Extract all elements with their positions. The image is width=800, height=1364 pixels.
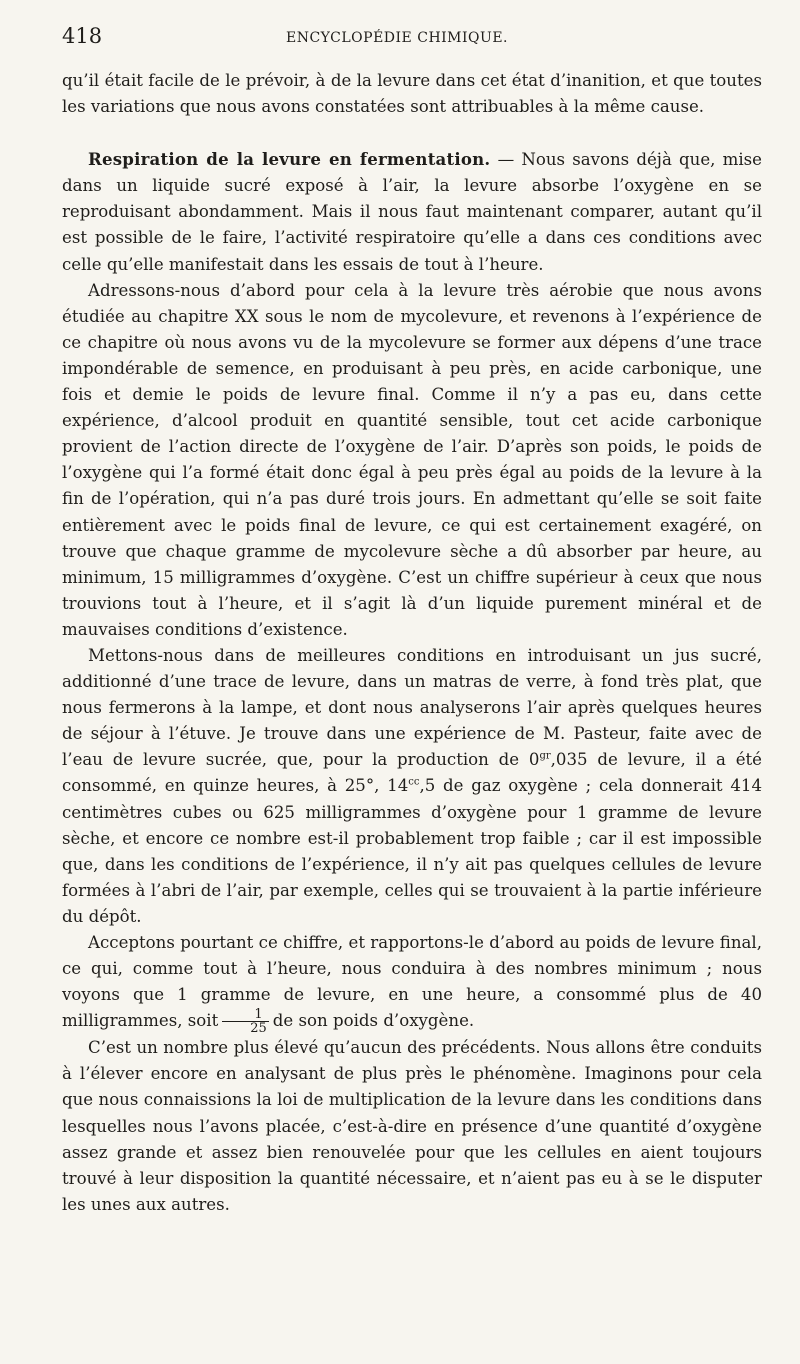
fraction-denominator: 25	[250, 1021, 267, 1037]
paragraph-1: qu’il était facile de le prévoir, à de la levure dans cet état d’inanition, et que toutes les variations que nous avons constatées sont attribuables à la même cause.	[62, 71, 762, 117]
page-body	[62, 68, 762, 1218]
paragraph-5-part-a: Acceptons pourtant ce chiffre, et rapportons-le d’abord au poids de levure final, ce qui, comme tout à l’heure, nous conduira à des nombres minimum ; nous voyons que 1 gramme de levure, en une heure, a consommé plus de 40 milligrammes, soit	[62, 933, 762, 1031]
fraction	[222, 1008, 269, 1035]
paragraph-2	[62, 146, 762, 277]
paragraph-4	[62, 643, 762, 930]
paragraph-4-part-c: ,5 de gaz oxygène ; cela donnerait 414 centimètres cubes ou 625 milligrammes d’oxygène pour 1 gramme de levure sèche, et encore ce nombre est-il probablement trop faible ; car il est impossible que, dans les conditions de l’expérience, il n’y ait pas quelques cellules de levure formées à l’abri de l’air, par exemple, celles qui se trouvaient à la partie inférieure du dépôt.	[62, 776, 763, 926]
page-number: 418	[62, 24, 103, 48]
paragraph-4-part-b: ,035 de levure, il a été consommé, en quinze heures, à 25°, 14	[62, 750, 763, 796]
section-heading: Respiration de la levure en fermentation.	[88, 149, 491, 170]
paragraph-5-part-b: de son poids d’oxygène.	[272, 1011, 475, 1031]
paragraph-3: Adressons-nous d’abord pour cela à la levure très aérobie que nous avons étudiée au chapitre XX sous le nom de mycolevure, et revenons à l’expérience de ce chapitre où nous avons vu de la mycolevure se former aux dépens d’une trace impondérable de semence, en produisant à peu près, en acide carbonique, une fois et demie le poids de levure final. Comme il n’y a pas eu, dans cette expérience, d’alcool produit en quantité sensible, tout cet acide carbonique provient de l’action directe de l’oxygène de l’air. D’après son poids, le poids de l’oxygène qui l’a formé était donc égal à peu près égal au poids de la levure à la fin de l’opération, qui n’a pas duré trois jours. En admettant qu’elle se soit faite entièrement avec le poids final de levure, ce qui est certainement exagéré, on trouve que chaque gramme de mycolevure sèche a dû absorber par heure, au minimum, 15 milligrammes d’oxygène. C’est un chiffre supérieur à ceux que nous trouvions tout à l’heure, et il s’agit là d’un liquide purement minéral et de mauvaises conditions d’existence.	[62, 280, 762, 639]
paragraph-2-text: — Nous savons déjà que, mise dans un liquide sucré exposé à l’air, la levure absorbe l’oxygène en se reproduisant abondamment. Mais il nous faut maintenant comparer, autant qu’il est possible de le faire, l’activité respiratoire qu’elle a dans ces conditions avec celle qu’elle manifestait dans les essais de tout à l’heure.	[62, 150, 762, 274]
paragraph-5	[62, 930, 762, 1035]
paragraph-4-part-a: Mettons-nous dans de meilleures conditions en introduisant un jus sucré, additionné d’une trace de levure, dans un matras de verre, à fond très plat, que nous fermerons à la lampe, et dont nous analyserons l’air après quelques heures de séjour à l’étuve. Je trouve dans une expérience de M. Pasteur, faite avec de l’eau de levure sucrée, que, pour la production de 0	[62, 645, 762, 770]
paragraph-6: C’est un nombre plus élevé qu’aucun des précédents. Nous allons être conduits à l’élever encore en analysant de plus près le phénomène. Imaginons pour cela que nous connaissions la loi de multiplication de la levure dans les conditions dans lesquelles nous l’avons placée, c’est-à-dire en présence d’une quantité d’oxygène assez grande et assez bien renouvelée pour que les cellules en aient toujours trouvé à leur disposition la quantité nécessaire, et n’aient pas eu à se le disputer les unes aux autres.	[62, 1038, 762, 1214]
running-title: ENCYCLOPÉDIE CHIMIQUE.	[286, 30, 508, 46]
unit-gram-superscript: gr	[539, 750, 551, 762]
fraction-numerator: 1	[222, 1008, 269, 1022]
page-header	[62, 24, 766, 54]
unit-cc-superscript: cc	[408, 776, 420, 788]
